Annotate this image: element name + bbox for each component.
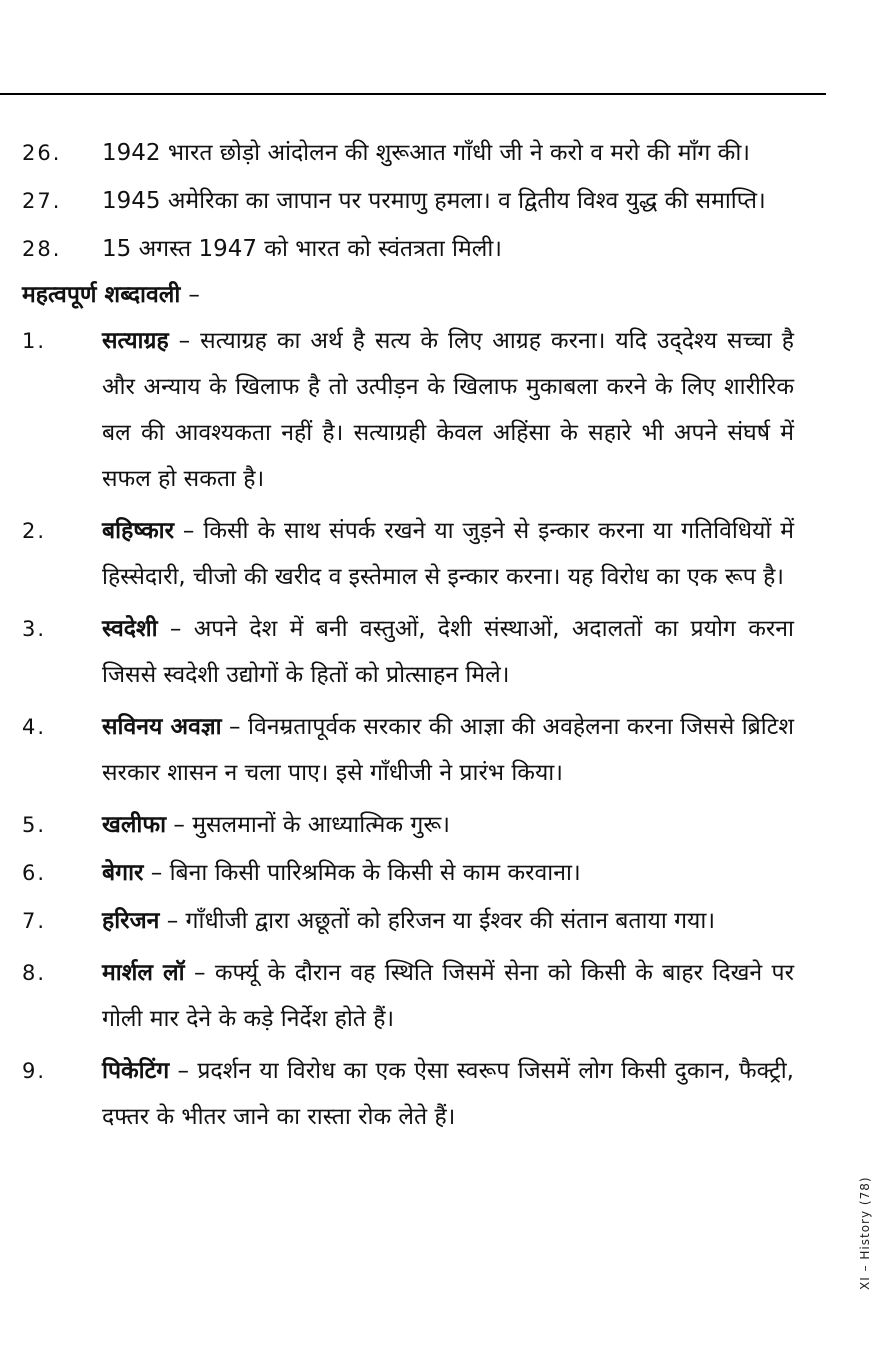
glossary-number: 6.: [22, 861, 47, 885]
event-number: 27.: [22, 189, 62, 213]
glossary-number: 9.: [22, 1059, 47, 1083]
glossary-definition: [102, 704, 794, 796]
event-text: 1945 अमेरिका का जापान पर परमाणु हमला। व द्वितीय विश्व युद्ध की समाप्ति।: [102, 188, 766, 214]
glossary-definition: [102, 508, 794, 600]
glossary-separator: –: [159, 908, 186, 934]
glossary-number: 8.: [22, 961, 47, 985]
glossary-item: [22, 606, 794, 698]
glossary-item: [22, 850, 794, 896]
glossary-heading: [22, 272, 794, 318]
event-item: [22, 226, 794, 272]
event-item: [22, 178, 794, 224]
glossary-number: 5.: [22, 813, 47, 837]
glossary-term: सत्याग्रह: [102, 328, 169, 354]
glossary-item: [22, 508, 794, 600]
glossary-separator: –: [143, 860, 170, 886]
glossary-text: गाँधीजी द्वारा अछूतों को हरिजन या ईश्वर की संतान बताया गया।: [185, 908, 716, 934]
page-content: [22, 130, 794, 1140]
glossary-term: खलीफा: [102, 812, 167, 838]
glossary-text: प्रदर्शन या विरोध का एक ऐसा स्वरूप जिसमें लोग किसी दुकान, फैक्ट्री, दफ्तर के भीतर जाने का रास्ता रोक लेते हैं।: [102, 1058, 794, 1130]
glossary-text: कर्फ्यू के दौरान वह स्थिति जिसमें सेना को किसी के बाहर दिखने पर गोली मार देने के कड़े निर्देश होते हैं।: [102, 960, 795, 1032]
glossary-definition: [102, 950, 794, 1042]
glossary-definition: [102, 850, 794, 896]
margin-note-text: XI – History (78): [858, 1176, 872, 1290]
glossary-text: अपने देश में बनी वस्तुओं, देशी संस्थाओं, अदालतों का प्रयोग करना जिससे स्वदेशी उद्योगों के हितों को प्रोत्साहन मिले।: [102, 616, 795, 688]
glossary-item: [22, 802, 794, 848]
glossary-number: 7.: [22, 909, 47, 933]
glossary-heading-text: महत्वपूर्ण शब्दावली: [22, 282, 181, 308]
glossary-item: [22, 1048, 794, 1140]
event-number: 28.: [22, 237, 62, 261]
glossary-term: मार्शल लॉ: [102, 960, 185, 986]
event-text: 15 अगस्त 1947 को भारत को स्वंतत्रता मिली।: [102, 236, 503, 262]
glossary-term: पिकेटिंग: [102, 1058, 170, 1084]
glossary-term: हरिजन: [102, 908, 160, 934]
glossary-text: सत्याग्रह का अर्थ है सत्य के लिए आग्रह करना। यदि उद्‌देश्य सच्चा है और अन्याय के खिलाफ है तो उत्पीड़न के खिलाफ मुकाबला करने के लिए शारीरिक बल की आवश्यकता नहीं है। सत्याग्रही केवल अहिंसा के सहारे भी अपने संघर्ष में सफल हो सकता है।: [102, 328, 794, 492]
glossary-term: स्वदेशी: [102, 616, 158, 642]
glossary-definition: [102, 898, 794, 944]
glossary-separator: –: [169, 1058, 198, 1084]
event-number: 26.: [22, 141, 62, 165]
glossary-number: 2.: [22, 519, 47, 543]
glossary-text: मुसलमानों के आध्यात्मिक गुरू।: [192, 812, 450, 838]
top-rule: [0, 93, 826, 95]
glossary-separator: –: [157, 616, 194, 642]
glossary-item: [22, 950, 794, 1042]
glossary-text: विनम्रतापूर्वक सरकार की आज्ञा की अवहेलना करना जिससे ब्रिटिश सरकार शासन न चला पाए। इसे गाँधीजी ने प्रारंभ किया।: [102, 714, 794, 786]
glossary-separator: –: [221, 714, 249, 740]
glossary-number: 3.: [22, 617, 47, 641]
glossary-definition: [102, 802, 794, 848]
glossary-definition: [102, 606, 794, 698]
event-item: [22, 130, 794, 176]
event-text: 1942 भारत छोड़ो आंदोलन की शुरूआत गाँधी जी ने करो व मरो की माँग की।: [102, 140, 751, 166]
glossary-term: बहिष्कार: [102, 518, 174, 544]
glossary-text: बिना किसी पारिश्रमिक के किसी से काम करवाना।: [169, 860, 581, 886]
glossary-separator: –: [168, 328, 201, 354]
glossary-heading-dash: –: [188, 282, 200, 308]
glossary-definition: [102, 1048, 794, 1140]
glossary-item: [22, 898, 794, 944]
glossary-definition: [102, 318, 794, 502]
glossary-item: [22, 704, 794, 796]
glossary-term: सविनय अवज्ञा: [102, 714, 222, 740]
glossary-item: [22, 318, 794, 502]
glossary-number: 1.: [22, 329, 47, 353]
glossary-number: 4.: [22, 715, 47, 739]
glossary-separator: –: [174, 518, 204, 544]
glossary-separator: –: [184, 960, 215, 986]
glossary-term: बेगार: [102, 860, 144, 886]
glossary-separator: –: [166, 812, 193, 838]
glossary-text: किसी के साथ संपर्क रखने या जुड़ने से इन्कार करना या गतिविधियों में हिस्सेदारी, चीजो की खरीद व इस्तेमाल से इन्कार करना। यह विरोध का एक रूप है।: [102, 518, 794, 590]
